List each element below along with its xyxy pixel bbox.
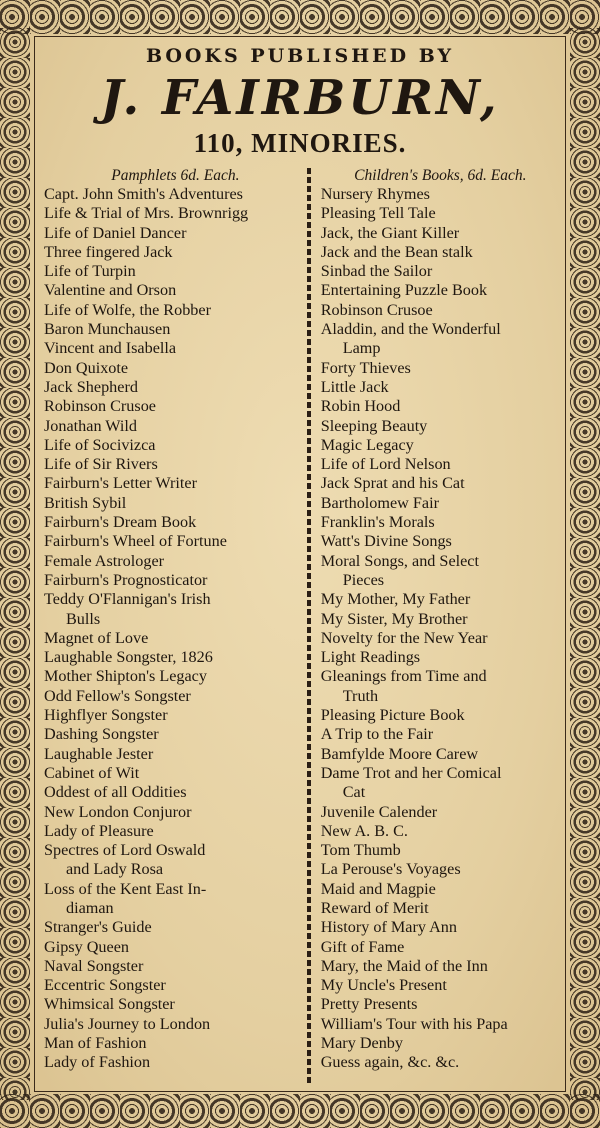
book-lists xyxy=(40,166,560,1088)
book-title: Jack and the Bean stalk xyxy=(320,242,473,261)
book-title: Pretty Presents xyxy=(320,995,418,1014)
book-title: Bamfylde Moore Carew xyxy=(320,744,479,763)
book-title: New A. B. C. xyxy=(320,821,408,840)
book-title: My Mother, My Father xyxy=(320,590,471,609)
book-title: Fairburn's Wheel of Fortune xyxy=(44,532,227,551)
title-block xyxy=(40,42,560,160)
book-title: Sinbad the Sailor xyxy=(320,262,433,281)
book-title: Life & Trial of Mrs. Brownrigg xyxy=(44,204,249,223)
publisher-name: J. FAIRBURN, xyxy=(100,70,500,126)
pamphlets-list xyxy=(44,185,307,1073)
book-title: Robinson Crusoe xyxy=(320,300,433,319)
book-title: Gleanings from Time and xyxy=(320,667,487,686)
book-title: Teddy O'Flannigan's Irish xyxy=(44,590,211,609)
pamphlets-heading: Pamphlets 6d. Each. xyxy=(111,167,240,184)
book-title: History of Mary Ann xyxy=(320,918,457,937)
book-title: Dame Trot and her Comical xyxy=(320,763,502,782)
pamphlets-column xyxy=(40,166,307,1088)
book-title: Highflyer Songster xyxy=(44,706,168,725)
book-title: Magic Legacy xyxy=(320,435,414,454)
book-title: Jack Sprat and his Cat xyxy=(320,474,465,493)
book-title: Man of Fashion xyxy=(44,1034,147,1053)
book-title: Mary, the Maid of the Inn xyxy=(320,956,488,975)
book-title: La Perouse's Voyages xyxy=(320,860,461,879)
book-title: William's Tour with his Papa xyxy=(320,1014,508,1033)
book-title: Julia's Journey to London xyxy=(44,1014,211,1033)
book-title: Pleasing Tell Tale xyxy=(320,204,436,223)
book-title: diaman xyxy=(66,898,114,917)
book-title: Gift of Fame xyxy=(320,937,405,956)
book-title: Baron Munchausen xyxy=(44,320,171,339)
book-title: Little Jack xyxy=(320,377,389,396)
book-title: Whimsical Songster xyxy=(44,995,175,1014)
book-title: Cabinet of Wit xyxy=(44,763,140,782)
book-title: Life of Socivizca xyxy=(44,435,156,454)
book-title: Naval Songster xyxy=(44,956,144,975)
book-title: Tom Thumb xyxy=(320,841,401,860)
book-title: Lady of Pleasure xyxy=(44,821,154,840)
book-title: Don Quixote xyxy=(44,358,129,377)
book-title: British Sybil xyxy=(44,493,127,512)
book-title: Reward of Merit xyxy=(320,898,429,917)
book-title: Life of Sir Rivers xyxy=(44,455,158,474)
book-title: Gipsy Queen xyxy=(44,937,129,956)
book-title: Laughable Songster, 1826 xyxy=(44,648,213,667)
book-title: Jack, the Giant Killer xyxy=(320,223,460,242)
book-title: Light Readings xyxy=(320,648,421,667)
book-title: Fairburn's Dream Book xyxy=(44,513,197,532)
book-title: Magnet of Love xyxy=(44,628,149,647)
publisher-address: 110, MINORIES. xyxy=(193,128,407,158)
book-title: Forty Thieves xyxy=(320,358,411,377)
book-title: Fairburn's Letter Writer xyxy=(44,474,197,493)
ornamental-border-bottom xyxy=(0,1094,600,1128)
book-title: New London Conjuror xyxy=(44,802,192,821)
book-title: Life of Turpin xyxy=(44,262,136,281)
book-title: Novelty for the New Year xyxy=(320,628,488,647)
book-title: Capt. John Smith's Adventures xyxy=(44,185,243,203)
book-title: Loss of the Kent East In- xyxy=(44,879,207,898)
book-title: Mother Shipton's Legacy xyxy=(44,667,207,686)
book-title: A Trip to the Fair xyxy=(320,725,434,744)
book-title: Pleasing Picture Book xyxy=(320,706,465,725)
book-title: Franklin's Morals xyxy=(320,513,435,532)
book-title: Bartholomew Fair xyxy=(320,493,439,512)
book-title: Robinson Crusoe xyxy=(44,397,156,416)
book-title: Lady of Fashion xyxy=(44,1053,151,1072)
book-title: Jonathan Wild xyxy=(44,416,138,435)
book-title: Bulls xyxy=(66,609,101,628)
book-title: Vincent and Isabella xyxy=(44,339,177,358)
book-title: Eccentric Songster xyxy=(44,976,166,995)
book-title: My Sister, My Brother xyxy=(320,609,468,628)
book-title: Entertaining Puzzle Book xyxy=(320,281,488,300)
ornamental-border-left xyxy=(0,28,30,1100)
book-title: Laughable Jester xyxy=(44,744,154,763)
book-title: Oddest of all Oddities xyxy=(44,783,187,802)
book-title: Female Astrologer xyxy=(44,551,165,570)
title-line: BOOKS PUBLISHED BY xyxy=(145,45,455,67)
book-title: Dashing Songster xyxy=(44,725,159,744)
book-title: Truth xyxy=(342,686,379,705)
childrens-books-list xyxy=(321,185,560,1073)
book-title: Life of Lord Nelson xyxy=(320,455,451,474)
page-content xyxy=(40,38,560,1088)
book-title: My Uncle's Present xyxy=(320,976,447,995)
book-title: Cat xyxy=(342,783,366,802)
book-title: Nursery Rhymes xyxy=(320,185,430,203)
childrens-books-column xyxy=(311,166,560,1088)
book-title: Guess again, &c. &c. xyxy=(320,1053,460,1072)
childrens-books-heading: Children's Books, 6d. Each. xyxy=(354,167,527,184)
book-title: Jack Shepherd xyxy=(44,377,138,396)
book-title: Aladdin, and the Wonderful xyxy=(320,320,501,339)
book-title: Lamp xyxy=(342,339,381,358)
book-title: and Lady Rosa xyxy=(66,860,164,879)
book-title: Spectres of Lord Oswald xyxy=(44,841,206,860)
ornamental-border-top xyxy=(0,0,600,34)
book-title: Mary Denby xyxy=(320,1034,403,1053)
book-title: Valentine and Orson xyxy=(44,281,177,300)
book-title: Maid and Magpie xyxy=(320,879,436,898)
book-title: Stranger's Guide xyxy=(44,918,152,937)
book-title: Moral Songs, and Select xyxy=(320,551,479,570)
book-title: Fairburn's Prognosticator xyxy=(44,570,208,589)
book-title: Watt's Divine Songs xyxy=(320,532,452,551)
book-title: Pieces xyxy=(342,570,385,589)
book-title: Sleeping Beauty xyxy=(320,416,428,435)
book-title: Three fingered Jack xyxy=(44,242,173,261)
book-title: Juvenile Calender xyxy=(320,802,438,821)
book-title: Robin Hood xyxy=(320,397,401,416)
book-title: Life of Daniel Dancer xyxy=(44,223,187,242)
book-title: Odd Fellow's Songster xyxy=(44,686,191,705)
book-title: Life of Wolfe, the Robber xyxy=(44,300,211,319)
ornamental-border-right xyxy=(570,28,600,1100)
